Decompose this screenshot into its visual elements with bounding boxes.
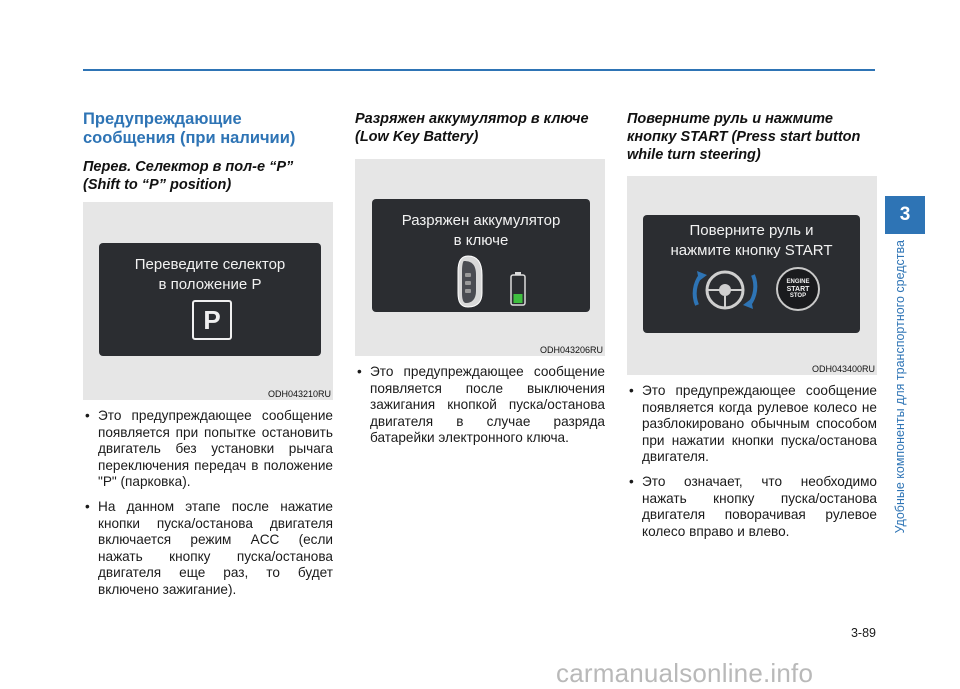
figure-shift-to-p [83,202,333,400]
subtitle-shift-to-p: Перев. Селектор в пол-е “P” (Shift to “P” position) [83,159,294,193]
display-line-1: Разряжен аккумулятор [401,212,561,229]
top-rule [83,69,875,71]
park-p-icon: P [192,300,232,340]
cluster-display [372,199,590,312]
column-press-start-steering [627,110,877,548]
display-line-1: Поверните руль и [689,222,814,239]
list-item: • Это предупреждающее сообщение появляется когда рулевое колесо не разблокировано обычным способом при нажатии кнопки пуска/останова двигателя. [627,383,877,466]
list-item: • Это предупреждающее сообщение появляется после выключения зажигания кнопкой пуска/останова двигателя в случае разряда батарейки электронного ключа. [355,364,605,447]
chapter-title-text: Удобные компоненты для транспортного средства [893,240,907,534]
display-line-2: нажмите кнопку START [670,242,833,259]
list-item: • На данном этапе после нажатие кнопки пуска/останова двигателя включается режим ACC (если нажать кнопку пуска/останова двигателя еще раз, то будет включено зажигание). [83,499,333,599]
figure-code: ODH043210RU [267,389,331,399]
page-number: 3-89 [850,626,876,640]
section-title: Предупреждающие сообщения (при наличии) [83,110,296,147]
figure-low-key-battery [355,159,605,356]
figure-code: ODH043206RU [539,345,603,355]
subtitle-low-key-battery: Разряжен аккумулятор в ключе (Low Key Battery) [355,111,589,145]
display-line-1: Переведите селектор [134,256,286,273]
display-line-2: в ключе [453,232,509,249]
cluster-display [99,243,321,356]
engine-label-2: START [786,285,810,293]
engine-label-1: ENGINE [786,278,810,285]
list-item: • Это предупреждающее сообщение появляется при попытке остановить двигатель без установки рычага переключения передач в положение "P" (парковка). [83,408,333,491]
watermark: carmanualsonline.info [556,658,814,688]
engine-start-stop-icon [776,267,820,311]
figure-press-start [627,176,877,375]
column-shift-to-p [83,110,333,607]
bullet-list [355,364,605,447]
column-low-key-battery [355,110,605,455]
subtitle-press-start: Поверните руль и нажмите кнопку START (Press start button while turn steering) [627,111,861,163]
engine-label-3: STOP [789,292,807,299]
bullet-list [83,408,333,599]
chapter-title [890,240,910,570]
smart-key-icon [454,253,494,311]
steering-wheel-icon [687,265,763,315]
bullet-list [627,383,877,540]
list-item: • Это означает, что необходимо нажать кнопку пуска/останова двигателя поворачивая рулевое колесо вправо и влево. [627,474,877,540]
chapter-tab: 3 [885,196,925,234]
cluster-display [643,215,860,333]
battery-low-icon [510,272,526,306]
display-line-2: в положение P [158,276,262,293]
figure-code: ODH043400RU [811,364,875,374]
